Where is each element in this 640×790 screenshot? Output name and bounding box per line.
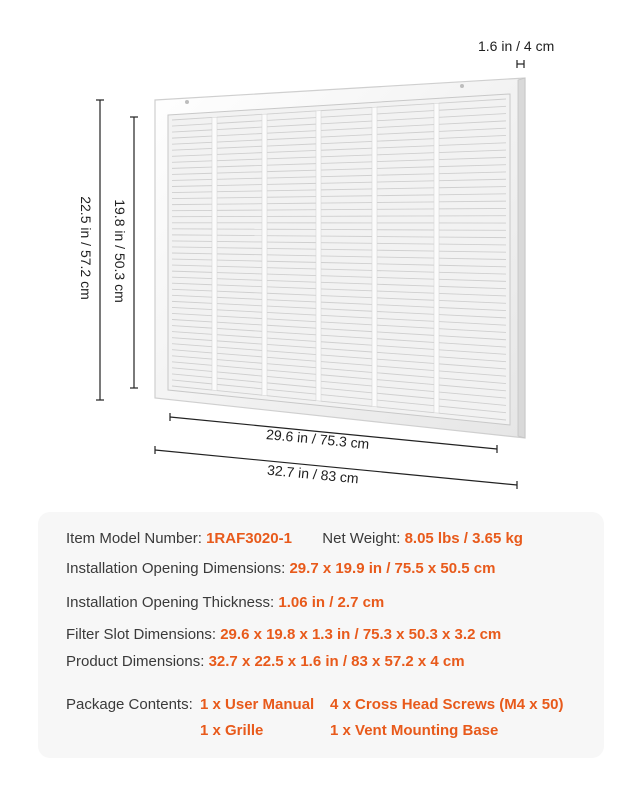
louver-divider	[212, 117, 217, 390]
louver-slat	[172, 247, 212, 248]
screw-hole-icon	[460, 84, 464, 88]
opening-thickness-label: Installation Opening Thickness:	[66, 594, 275, 611]
spec-row-filter	[66, 626, 501, 643]
opening-dimensions-value: 29.7 x 19.9 in / 75.5 x 50.5 cm	[289, 560, 496, 577]
product-dimensions-value: 32.7 x 22.5 x 1.6 in / 83 x 57.2 x 4 cm	[208, 653, 465, 670]
spec-row-model	[66, 530, 523, 547]
louver-slat	[439, 237, 506, 238]
louver-slat	[267, 242, 316, 243]
opening-thickness-value: 1.06 in / 2.7 cm	[278, 594, 385, 611]
filter-slot-value: 29.6 x 19.8 x 1.3 in / 75.3 x 50.3 x 3.2 cm	[220, 626, 502, 643]
louver-slat	[172, 198, 212, 199]
package-item-grille: 1 x Grille	[200, 722, 264, 739]
specifications-panel	[38, 512, 604, 758]
filter-slot-label: Filter Slot Dimensions:	[66, 626, 217, 643]
spec-row-opening	[66, 560, 495, 577]
louver-slat	[321, 243, 372, 244]
outer-width-label: 32.7 in / 83 cm	[266, 461, 360, 487]
spec-row-thickness	[66, 594, 384, 611]
package-item-screws: 4 x Cross Head Screws (M4 x 50)	[330, 696, 564, 713]
louver-slat	[321, 203, 372, 204]
louver-slat	[217, 197, 262, 198]
screw-hole-icon	[185, 100, 189, 104]
model-number-value: 1RAF3020-1	[206, 530, 292, 547]
package-item-mounting-base: 1 x Vent Mounting Base	[330, 722, 499, 739]
net-weight-label: Net Weight:	[322, 530, 401, 547]
inner-height-label: 19.8 in / 50.3 cm	[112, 199, 128, 303]
louver-slat	[267, 203, 316, 204]
outer-height-label: 22.5 in / 57.2 cm	[78, 196, 94, 300]
louver-divider	[316, 111, 321, 402]
inner-width-label: 29.6 in / 75.3 cm	[265, 426, 371, 452]
louver-divider	[262, 114, 267, 396]
product-dimensions-label: Product Dimensions:	[66, 653, 205, 670]
model-number-label: Item Model Number:	[66, 530, 202, 547]
spec-row-product	[66, 653, 465, 670]
opening-dimensions-label: Installation Opening Dimensions:	[66, 560, 286, 577]
net-weight-value: 8.05 lbs / 3.65 kg	[404, 530, 523, 547]
package-contents-label: Package Contents:	[66, 696, 193, 713]
louver-slat	[377, 202, 434, 203]
louver-divider	[372, 107, 377, 407]
louver-divider	[434, 103, 439, 413]
louver-slat	[217, 241, 262, 242]
package-item-manual: 1 x User Manual	[200, 696, 315, 713]
depth-label: 1.6 in / 4 cm	[478, 38, 555, 54]
